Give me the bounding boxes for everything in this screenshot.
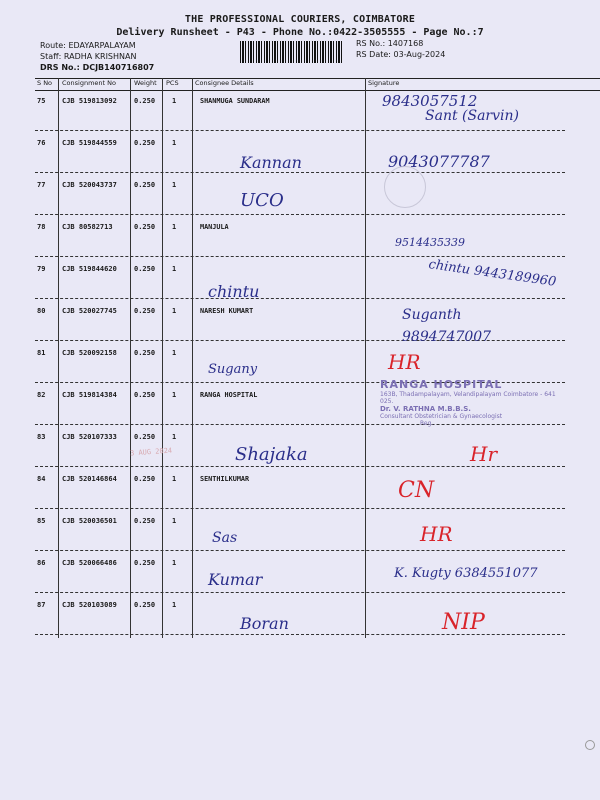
row-pcs: 1 [172,475,177,483]
handwritten-signature: Sant (Sarvin) [425,108,519,124]
handwritten-phone: 9514435339 [395,236,465,249]
handwritten-name: UCO [240,190,284,211]
hospital-stamp [380,378,570,427]
row-weight: 0.250 [134,349,156,357]
corner-mark [585,740,595,750]
col-divider [58,78,59,638]
row-pcs: 1 [172,391,177,399]
row-sno: 81 [37,349,46,357]
row-sno: 85 [37,517,46,525]
handwritten-signature: K. Kugty 6384551077 [394,566,538,581]
row-separator [35,550,565,551]
row-cons: CJB 519813092 [62,97,117,105]
row-name: MANJULA [200,223,229,231]
row-name: RANGA HOSPITAL [200,391,258,399]
row-cons: CJB 80582713 [62,223,113,231]
row-weight: 0.250 [134,139,156,147]
row-sno: 86 [37,559,46,567]
stamp-title: Consultant Obstetrician & Gynaecologist [380,413,503,420]
row-cons: CJB 520146864 [62,475,117,483]
row-separator [35,256,565,257]
row-weight: 0.250 [134,223,156,231]
row-pcs: 1 [172,433,177,441]
row-cons: CJB 519844559 [62,139,117,147]
staff-label: Staff: RADHA KRISHNAN [40,52,137,61]
handwritten-initials: CN [398,478,435,503]
handwritten-initials: HR [388,350,421,374]
row-cons: CJB 519814384 [62,391,117,399]
handwritten-initials: NIP [442,610,485,635]
table-top-rule [35,78,600,79]
stamp-reg: Reg. [420,420,434,427]
handwritten-phone: 9043077787 [388,152,490,171]
row-sno: 75 [37,97,46,105]
row-separator [35,172,565,173]
drs-label: DRS No.: DCJB140716807 [40,63,155,72]
row-weight: 0.250 [134,181,156,189]
row-cons: CJB 520036501 [62,517,117,525]
stamp-doctor: Dr. V. RATHNA M.B.B.S. [380,405,471,413]
handwritten-name: chintu [208,282,260,301]
row-sno: 87 [37,601,46,609]
handwritten-initials: HR [420,522,453,546]
row-sno: 79 [37,265,46,273]
row-cons: CJB 520092158 [62,349,117,357]
row-pcs: 1 [172,517,177,525]
header-bottom-rule [35,90,600,91]
row-sno: 77 [37,181,46,189]
row-weight: 0.250 [134,601,156,609]
handwritten-name: Boran [240,614,289,633]
row-weight: 0.250 [134,433,156,441]
rs-no-label: RS No.: 1407168 [356,39,424,48]
row-pcs: 1 [172,223,177,231]
stamp-name: RANGA HOSPITAL [380,378,503,391]
handwritten-name: Shajaka [235,444,308,465]
faint-date-stamp: 3 AUG 2024 [129,446,173,458]
runsheet-meta-left [40,40,154,73]
col-header-sno: S No [37,79,53,87]
rs-date-label: RS Date: 03-Aug-2024 [356,50,446,59]
row-pcs: 1 [172,349,177,357]
col-divider [130,78,131,638]
row-cons: CJB 519844620 [62,265,117,273]
col-header-consignment: Consignment No [62,79,116,87]
row-weight: 0.250 [134,559,156,567]
row-separator [35,592,565,593]
handwritten-signature: Suganth 9894747007 [402,307,492,345]
barcode [240,41,344,63]
row-name: SENTHILKUMAR [200,475,250,483]
row-separator [35,508,565,509]
row-pcs: 1 [172,601,177,609]
row-weight: 0.250 [134,265,156,273]
col-header-weight: Weight [134,79,157,87]
company-title: THE PROFESSIONAL COURIERS, COIMBATORE [184,14,416,25]
row-sno: 83 [37,433,46,441]
row-separator [35,214,565,215]
col-header-signature: Signature [368,79,400,87]
handwritten-signature: chintu 9443189960 [427,257,558,290]
row-weight: 0.250 [134,97,156,105]
row-pcs: 1 [172,559,177,567]
row-pcs: 1 [172,181,177,189]
col-divider [162,78,163,638]
row-cons: CJB 520043737 [62,181,117,189]
stamp-address: 163B, Thadampalayam, Velandipalayam Coimbatore - 641 025. [380,391,556,405]
row-sno: 84 [37,475,46,483]
faint-seal [384,166,426,208]
handwritten-name: Sugany [208,362,258,377]
row-cons: CJB 520066486 [62,559,117,567]
col-header-consignee: Consignee Details [195,79,254,87]
row-name: NARESH KUMART [200,307,254,315]
row-sno: 80 [37,307,46,315]
handwritten-name: Kannan [240,153,302,172]
row-pcs: 1 [172,307,177,315]
handwritten-phone: 9843057512 [382,92,478,110]
col-header-pcs: PCS [166,79,179,87]
row-pcs: 1 [172,139,177,147]
row-sno: 76 [37,139,46,147]
row-cons: CJB 520027745 [62,307,117,315]
handwritten-name: Kumar [208,570,263,589]
row-weight: 0.250 [134,307,156,315]
handwritten-name: Sas [212,530,238,546]
row-weight: 0.250 [134,391,156,399]
row-separator [35,130,565,131]
row-cons: CJB 520103089 [62,601,117,609]
row-name: SHANMUGA SUNDARAM [200,97,270,105]
row-pcs: 1 [172,265,177,273]
row-sno: 78 [37,223,46,231]
handwritten-initials: Hr [470,442,498,466]
runsheet-title: Delivery Runsheet - P43 - Phone No.:0422-3505555 - Page No.:7 [116,27,484,38]
runsheet-meta-right [356,38,445,60]
row-weight: 0.250 [134,475,156,483]
row-pcs: 1 [172,97,177,105]
row-separator [35,298,565,299]
row-separator [35,634,565,635]
route-label: Route: EDAYARPALAYAM [40,41,136,50]
col-divider [365,78,366,638]
row-sno: 82 [37,391,46,399]
row-separator [35,466,565,467]
row-weight: 0.250 [134,517,156,525]
col-divider [192,78,193,638]
row-cons: CJB 520107333 [62,433,117,441]
